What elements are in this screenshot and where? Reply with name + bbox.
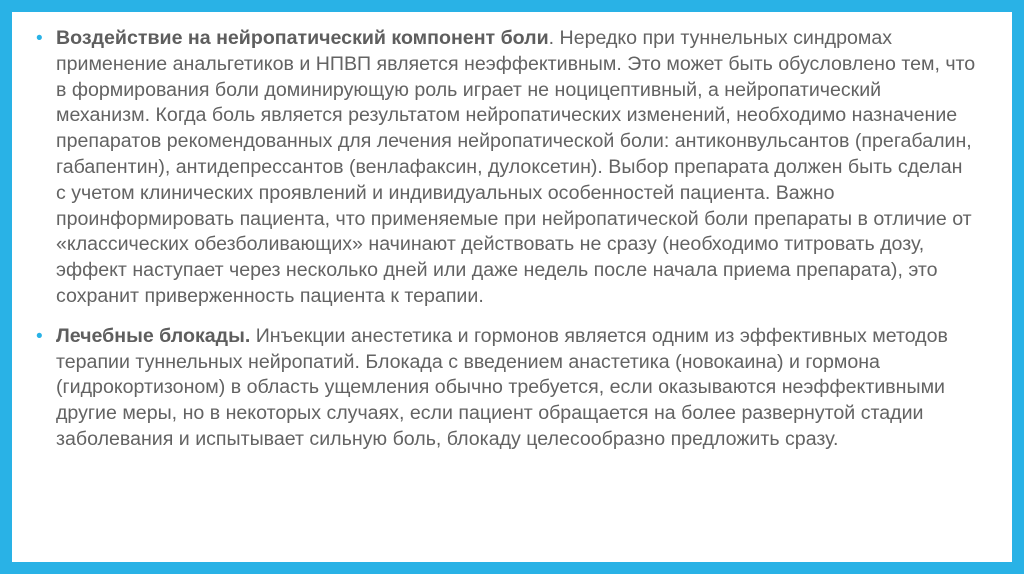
bullet-text-blockades: Инъекции анестетика и гормонов является одним из эффективных методов терапии туннельных нейропатий. Блокада с введением анастетика (новокаина) и гормона (гидрокортизоном) в область ущемления обычно требуется, если оказываются неэффективными другие меры, но в некоторых случаях, если пациент обращается на более развернутой стадии заболевания и испытывает сильную боль, блокаду целесообразно предложить сразу. bbox=[56, 324, 948, 450]
bullet-text-neuropathic: . Нередко при туннельных синдромах применение анальгетиков и НПВП является неэффективным. Это может быть обусловлено тем, что в формирования боли доминирующую роль играет не ноцицептивный, а нейропатический механизм. Когда боль является результатом нейропатических изменений, необходимо назначение препаратов рекомендованных для лечения нейропатической боли: антиконвульсантов (прегабалин, габапентин), антидепрессантов (венлафаксин, дулоксетин). Выбор препарата должен быть сделан с учетом клинических проявлений и индивидуальных особенностей пациента. Важно проинформировать пациента, что применяемые при нейропатической боли препараты в отличие от «классических обезболивающих» начинают действовать не сразу (необходимо титровать дозу, эффект наступает через несколько дней или даже недель после начала приема препарата), это сохранит приверженность пациента к терапии. bbox=[56, 27, 976, 307]
bullet-marker-icon: • bbox=[36, 325, 43, 347]
bullet-marker-icon: • bbox=[36, 28, 43, 49]
bullet-title-blockades: Лечебные блокады. bbox=[56, 324, 251, 347]
slide-content bbox=[36, 26, 976, 467]
bullet-item-blockades bbox=[36, 324, 976, 453]
bullet-title-neuropathic: Воздействие на нейропатический компонент боли bbox=[56, 27, 549, 49]
bullet-item-neuropathic bbox=[36, 26, 976, 310]
